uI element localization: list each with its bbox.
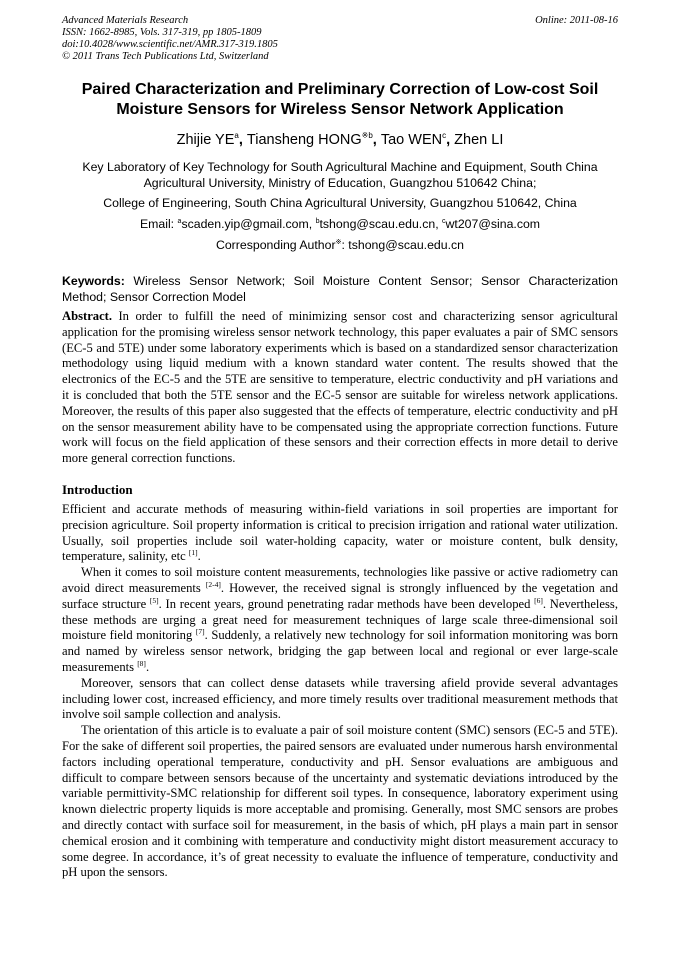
paragraph: Efficient and accurate methods of measuring within-field variations in soil properties are important for precision agriculture. Soil property information is critical to precision irrigation and rational water utilization. Usually, soil properties include soil water-holding capacity, water or moisture content, bulk density, temperature, salinity, etc [1]. (62, 502, 618, 564)
keywords-text: Wireless Sensor Network; Soil Moisture Content Sensor; Sensor Characterization Method; Sensor Correction Model (62, 274, 618, 304)
introduction-body (62, 502, 618, 881)
online-date: Online: 2011-08-16 (535, 15, 618, 26)
author-list: Zhijie $YE^a$, Tiansheng HONG$^{※b}$, Tao WEN$^c$, Zhen LI (176, 131, 504, 148)
corresponding-mark: ※ (335, 238, 342, 246)
citation: [1] (188, 548, 198, 558)
author-superscript: ※b (361, 131, 373, 141)
citation: [2-4] (205, 579, 221, 589)
author-name: Zhijie YE (176, 132, 235, 148)
keywords-label: Keywords: (62, 274, 125, 288)
affiliation-2: College of Engineering, South China Agricultural University, Guangzhou 510642, China (103, 196, 577, 210)
paragraph: Moreover, sensors that can collect dense datasets while traversing afield provide several advantages including lower cost, increased efficiency, and more timely results over traditional measurement methods that involve soil sample collection and analysis. (62, 675, 618, 722)
abstract-label: Abstract. (62, 309, 113, 323)
abstract-block (62, 309, 618, 467)
email-link[interactable]: wt207@sina.com (445, 217, 541, 231)
section-heading-introduction: Introduction (62, 482, 133, 497)
email-link[interactable]: tshong@scau.edu.cn, (319, 217, 443, 231)
keywords-block (62, 274, 618, 305)
author-superscript: a (234, 131, 239, 141)
author-name: Tiansheng HONG (246, 132, 362, 148)
affiliation-1: Key Laboratory of Key Technology for South Agricultural Machine and Equipment, South China Agricultural University, Ministry of Education, Guangzhou 510642 China; (82, 160, 598, 190)
author-name: Tao WEN (380, 132, 443, 148)
citation: [8] (137, 658, 146, 668)
doi-line: doi:10.4028/www.scientific.net/AMR.317-319.1805 (62, 39, 278, 50)
email-link[interactable]: scaden.yip@gmail.com, (181, 217, 316, 231)
paper-title: Paired Characterization and Preliminary Correction of Low-cost Soil Moisture Sensors for Wireless Sensor Network Application (81, 81, 599, 118)
author-superscript: c (442, 131, 447, 141)
copyright-line: © 2011 Trans Tech Publications Ltd, Switzerland (62, 51, 269, 62)
issn-line: ISSN: 1662-8985, Vols. 317-319, pp 1805-1809 (62, 27, 262, 38)
corresponding-author-line: Corresponding Author※: tshong@scau.edu.cn (215, 238, 465, 252)
journal-name: Advanced Materials Research (62, 15, 189, 26)
citation: [7] (195, 627, 205, 637)
email-link[interactable]: : tshong@scau.edu.cn (341, 238, 465, 252)
paragraph: The orientation of this article is to evaluate a pair of soil moisture content (SMC) sensors (EC-5 and 5TE). For the sake of different soil properties, the paired sensors are evaluated under numerous harsh environmental factors including operational temperature, conductivity and pH. Sensor evaluations are ambiguous and difficult to compare between sensors because of the uncertainty and systematic deviations introduced by the variable permittivity-SMC relationship for different soil types. In consequence, laboratory experiment using known dielectric property liquids is more acceptable and promising. Generally, most SMC sensors are probes and directly contact with surface soil for measurement, in the basis of which, pH plays a main part in sensor chemical erosion and it combining with temperature and conductivity might distort measurement accuracy to some degree. In accordance, it’s of great necessity to evaluate the influence of temperature, conductivity and pH upon the sensors. (62, 723, 618, 880)
journal-header (62, 15, 618, 63)
abstract-text: In order to fulfill the need of minimizing sensor cost and characterizing sensor agricultural application for the promising wireless sensor network technology, this paper evaluates a pair of SMC sensors (EC-5 and 5TE) under some laboratory experiments which is based on a standardized sensor characterization methodology using liquid medium with a known standard water content. The results showed that the electronics of the EC-5 and the 5TE are sensitive to temperature, electric conductivity and pH variations and it is concluded that both the 5TE sensor and the EC-5 sensor are suitable for wireless network applications. Moreover, the results of this paper also suggested that the effects of temperature, electric conductivity and pH on the sensor measurement ability have to be compensated using the appropriate correction functions. Future work will focus on the field application of these sensors and their correction effects in more detail to derive more general correction functions. (62, 309, 618, 466)
author-name: Zhen LI (454, 132, 504, 148)
citation: [6] (534, 595, 543, 605)
paragraph: When it comes to soil moisture content measurements, technologies like passive or active radiometry can avoid direct measurements [2-4]. However, the received signal is strongly influenced by the vegetation and surface structure [5]. In recent years, ground penetrating radar methods have been developed [6]. Nevertheless, these methods are urging a great need for measurement techniques of large scale three-dimensional soil moisture field monitoring [7]. Suddenly, a relatively new technology for soil information monitoring was born and named by wireless sensor network, bridging the gap between local and regional or ever large-scale measurements [8]. (62, 565, 618, 674)
citation: [5] (149, 595, 159, 605)
email-line: Email: $^a$scaden.yip@gmail.com, $^b$tshong@scau.edu.cn, $^c$wt207@sina.com (139, 217, 541, 231)
